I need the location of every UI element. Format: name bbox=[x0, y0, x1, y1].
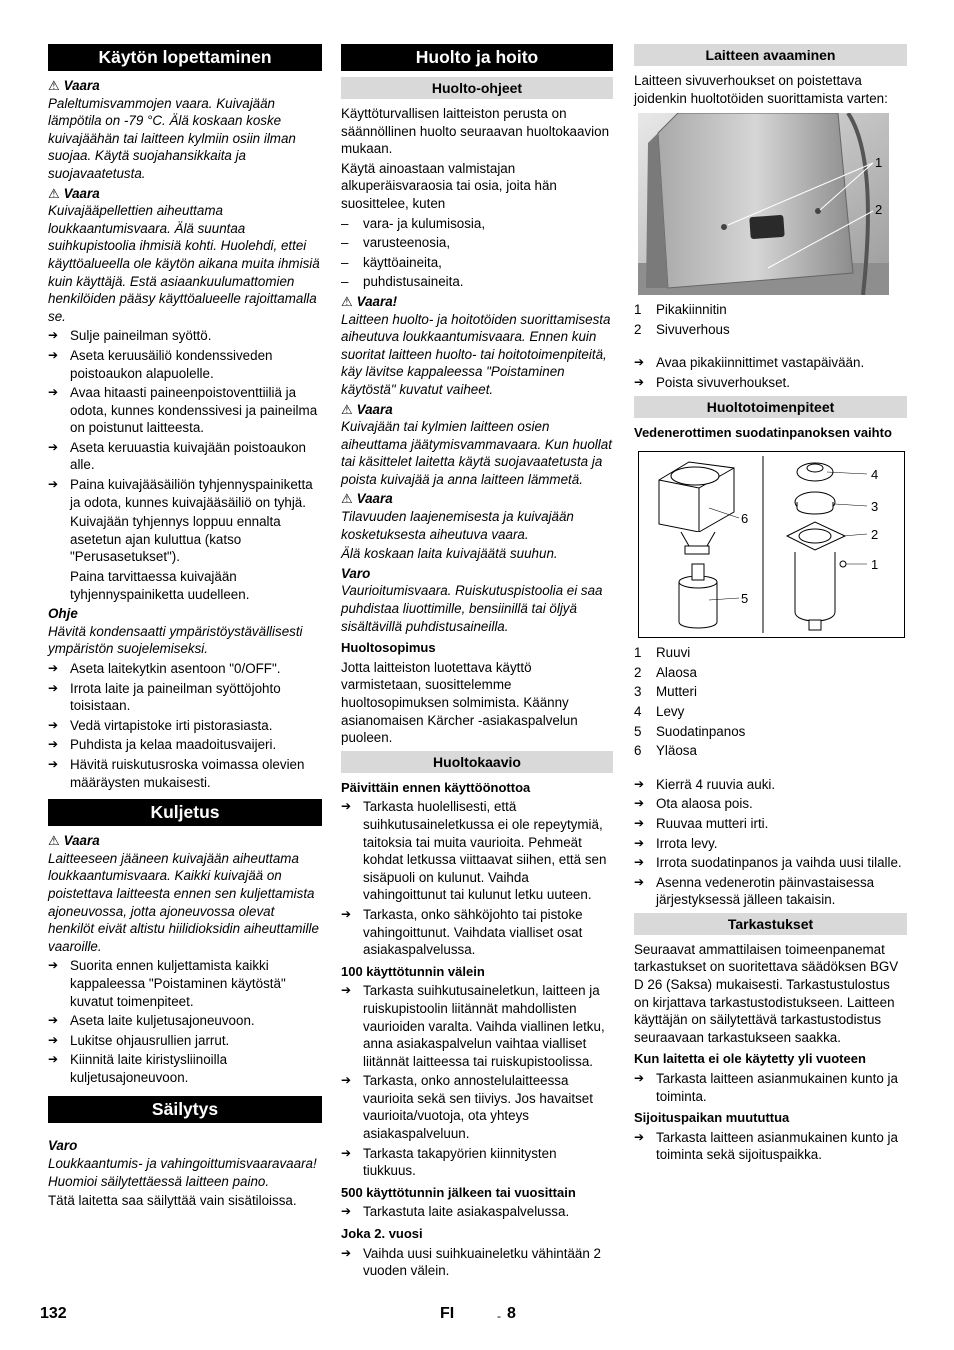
legend-text: Pikakiinnitin bbox=[656, 302, 727, 318]
warning-label bbox=[48, 77, 322, 95]
heading-every-2-years: Joka 2. vuosi bbox=[341, 1226, 423, 1242]
legend-item bbox=[634, 742, 907, 760]
warning-text: Paleltumisvammojen vaara. Kuivajään lämpötila on -79 °C. Älä koskaan koske kuivajäähän tai laitteen kylmiin osiin ilman suojaa. Käytä suojahansikkaita ja suojavaatetusta. bbox=[48, 95, 296, 181]
step-item: ➔ Suorita ennen kuljettamista kaikki kappaleessa "Poistaminen käytöstä" kuvatut toimenpiteet. bbox=[48, 957, 322, 1010]
warning-label-text: Vaara bbox=[63, 833, 100, 849]
step-list bbox=[48, 957, 322, 1086]
note-label: Ohje bbox=[48, 606, 78, 622]
step-item: ➔ Paina kuivajääsäiliön tyhjennyspainiketta ja odota, kunnes kuivajääsäiliö on tyhjä. bbox=[48, 476, 322, 511]
step-item: ➔ Aseta laitekytkin asentoon "0/OFF". bbox=[48, 660, 322, 678]
heading-maintenance: Huolto ja hoito bbox=[341, 44, 613, 71]
legend-number: 1 bbox=[634, 302, 642, 318]
legend-item bbox=[634, 664, 907, 682]
subheading-opening-device: Laitteen avaaminen bbox=[634, 44, 907, 66]
warning-label-text: Vaara bbox=[63, 78, 100, 93]
subheading-maintenance-schedule: Huoltokaavio bbox=[341, 751, 613, 773]
step-item: ➔ Kiinnitä laite kiristysliinoilla kuljetusajoneuvoon. bbox=[48, 1051, 322, 1086]
paragraph: Käytä ainoastaan valmistajan alkuperäisvaraosia tai osia, joita hän suosittelee, kuten bbox=[341, 160, 557, 211]
diagram-legend bbox=[634, 644, 907, 760]
step-item: ➔ Tarkastuta laite asiakaspalvelussa. bbox=[341, 1203, 613, 1221]
warning-triangle-icon: ⚠ bbox=[48, 833, 60, 849]
warning-label bbox=[48, 185, 322, 203]
warning-text: Laitteen huolto- ja hoitotöiden suorittamisesta aiheutuva loukkaantumisvaara. Ennen kuin suoritat laitteen huolto- tai hoitotoimenpiteitä, käy lävitse kappaleessa "Poistaminen käytöstä" kuvatut vaiheet. bbox=[341, 311, 611, 397]
heading-500-hours: 500 käyttötunnin jälkeen tai vuosittain bbox=[341, 1184, 576, 1200]
legend-text: Levy bbox=[656, 703, 685, 719]
subheading-inspections: Tarkastukset bbox=[634, 913, 907, 935]
column-1 bbox=[48, 44, 322, 1212]
water-separator-diagram bbox=[638, 451, 905, 638]
legend-text: Yläosa bbox=[656, 743, 697, 759]
warning-triangle-icon: ⚠ bbox=[48, 78, 60, 93]
step-list bbox=[341, 1203, 613, 1221]
column-3 bbox=[634, 44, 907, 1166]
legend-item bbox=[634, 723, 907, 741]
diagram-callout-5: 5 bbox=[741, 591, 749, 607]
warning-label-text: Vaara bbox=[356, 401, 393, 417]
language-code: FI bbox=[440, 1305, 455, 1322]
heading-daily: Päivittäin ennen käyttöönottoa bbox=[341, 779, 531, 795]
column-2 bbox=[341, 44, 613, 1282]
legend-number: 4 bbox=[634, 703, 642, 719]
step-item: ➔ Vaihda uusi suihkuaineletku vähintään 2 vuoden välein. bbox=[341, 1245, 613, 1280]
note-text: Hävitä kondensaatti ympäristöystävällisesti ympäristön suojelemiseksi. bbox=[48, 623, 303, 657]
list-item: – käyttöaineita, bbox=[341, 254, 613, 272]
photo-legend bbox=[634, 301, 907, 338]
step-item: ➔ Tarkasta, onko annostelulaitteessa vaurioita sekä sen tiiviys. Jos havaitset vaurioita/vuotoja, ota yhteys asiakaspalveluun. bbox=[341, 1072, 613, 1142]
diagram-callout-6: 6 bbox=[741, 511, 749, 527]
step-list bbox=[48, 660, 322, 791]
heading-storage: Säilytys bbox=[48, 1096, 322, 1123]
water-separator-illustration bbox=[639, 452, 904, 637]
step-item: ➔ Lukitse ohjausrullien jarrut. bbox=[48, 1032, 322, 1050]
warning-triangle-icon: ⚠ bbox=[341, 293, 353, 309]
step-item: ➔ Tarkasta, onko sähköjohto tai pistoke vahingoittunut. Vaihdata vialliset osat asiakaspalvelussa. bbox=[341, 906, 613, 959]
step-item: ➔ Aseta keruuastia kuivajään poistoaukon alle. bbox=[48, 439, 322, 474]
step-item: ➔ Hävitä ruiskutusroska voimassa olevien määräysten mukaisesti. bbox=[48, 756, 322, 791]
heading-100-hours: 100 käyttötunnin välein bbox=[341, 963, 485, 979]
step-item: ➔ Ruuvaa mutteri irti. bbox=[634, 815, 907, 833]
step-list bbox=[634, 354, 907, 391]
legend-item bbox=[634, 644, 907, 662]
warning-text: Kuivajääpellettien aiheuttama loukkaantumisvaara. Älä suuntaa suihkupistoolia ihmisiä kohti. Huolehdi, ettei käyttöalueella ole käytön aikana muita ihmisiä kuin käyttäjä. Estä asiaankuulumattomien henkilöiden pääsy käyttöalueelle rajoittamalla se. bbox=[48, 203, 320, 324]
storage-text: Tätä laitetta saa säilyttää vain sisätiloissa. bbox=[48, 1193, 297, 1209]
step-list bbox=[634, 776, 907, 909]
step-item: ➔ Irrota laite ja paineilman syöttöjohto toisistaan. bbox=[48, 680, 322, 715]
inspections-text: Seuraavat ammattilaisen toimeenpanemat tarkastukset on suoritettava säädöksen BGV D 26 (Saksa) mukaisesti. Tarkastustulostus on kirjattava tarkastustodistukseen. Laitteen käyttäjän on säilytettävä tarkastustodistus seuraavaan tarkastukseen saakka. bbox=[634, 941, 899, 1045]
step-item: ➔ Avaa hitaasti paineenpoistoventtiiliä ja odota, kunnes kondenssivesi ja paineilma on poistunut laitteesta. bbox=[48, 384, 322, 437]
step-item: ➔ Tarkasta laitteen asianmukainen kunto ja toiminta sekä sijoituspaikka. bbox=[634, 1129, 907, 1164]
legend-number: 5 bbox=[634, 723, 642, 739]
warning-triangle-icon: ⚠ bbox=[341, 491, 353, 507]
legend-number: 3 bbox=[634, 684, 642, 700]
legend-text: Suodatinpanos bbox=[656, 723, 746, 739]
step-item: ➔ Irrota levy. bbox=[634, 835, 907, 853]
heading-location-changed: Sijoituspaikan muututtua bbox=[634, 1110, 790, 1126]
step-item: ➔ Aseta laite kuljetusajoneuvoon. bbox=[48, 1012, 322, 1030]
footer-separator: - bbox=[497, 1309, 501, 1323]
step-list bbox=[341, 982, 613, 1180]
step-item: ➔ Vedä virtapistoke irti pistorasiasta. bbox=[48, 717, 322, 735]
step-item: ➔ Kierrä 4 ruuvia auki. bbox=[634, 776, 907, 794]
step-list bbox=[341, 1245, 613, 1280]
legend-text: Alaosa bbox=[656, 664, 697, 680]
device-photo-illustration bbox=[638, 113, 889, 295]
heading-transport: Kuljetus bbox=[48, 799, 322, 826]
caution-label: Varo bbox=[48, 1138, 78, 1154]
warning-text: Kuivajään tai kylmien laitteen osien aiheuttama jäätymisvammavaara. Kun huollat tai käsittelet laitetta käytä suojavaatetusta ja poista kuivajää ja anna laitteen lämmetä. bbox=[341, 419, 612, 487]
caution-text: Loukkaantumis- ja vahingoittumisvaaravaara! Huomioi säilytettäessä laitteen paino. bbox=[48, 1156, 317, 1189]
parts-list bbox=[341, 215, 613, 291]
step-item: ➔ Irrota suodatinpanos ja vaihda uusi tilalle. bbox=[634, 854, 907, 872]
heading-decommissioning: Käytön lopettaminen bbox=[48, 44, 322, 71]
legend-item bbox=[634, 683, 907, 701]
warning-label bbox=[341, 293, 613, 311]
step-item: ➔ Puhdista ja kelaa maadoitusvaijeri. bbox=[48, 736, 322, 754]
warning-text: Tilavuuden laajenemisesta ja kuivajään kosketuksesta aiheutuva vaara. bbox=[341, 509, 574, 542]
legend-item bbox=[634, 301, 907, 319]
step-item: ➔ Avaa pikakiinnittimet vastapäivään. bbox=[634, 354, 907, 372]
service-contract-text: Jotta laitteiston luotettava käyttö varmistetaan, suosittelemme huoltosopimuksen solmimista. Käänny asianomaisen Kärcher -asiakaspalvelun puoleen. bbox=[341, 659, 578, 746]
photo-callout-1: 1 bbox=[875, 155, 883, 171]
legend-text: Sivuverhous bbox=[656, 321, 730, 337]
legend-number: 2 bbox=[634, 321, 642, 337]
diagram-callout-4: 4 bbox=[871, 467, 879, 483]
section-page-number: 8 bbox=[507, 1305, 516, 1322]
step-item: ➔ Sulje paineilman syöttö. bbox=[48, 327, 322, 345]
legend-text: Mutteri bbox=[656, 684, 697, 700]
step-list bbox=[48, 327, 322, 511]
diagram-callout-1: 1 bbox=[871, 557, 879, 573]
warning-text: Laitteeseen jääneen kuivajään aiheuttama loukkaantumisvaara. Kaikki kuivajää on poistettava laitteesta ennen sen kuljettamista ajoneuvossa, jotta ajoneuvossa olevat henkilöt eivät altistu hiilidioksidin aiheuttamille vaaroille. bbox=[48, 850, 319, 954]
step-list bbox=[634, 1070, 907, 1105]
step-item: ➔ Tarkasta huolellisesti, että suihkutusaineletkussa ei ole repeytymiä, taitoksia tai muita vaurioita. Pehmeät kohdat letkussa viittaavat siihen, että sen sisäpuoli on kulunut. Vaihda vahingoittunut tai kulunut letku uuteen. bbox=[341, 798, 613, 904]
warning-label bbox=[341, 490, 613, 508]
step-list bbox=[634, 1129, 907, 1164]
step-item: ➔ Ota alaosa pois. bbox=[634, 795, 907, 813]
warning-label bbox=[48, 832, 322, 850]
warning-label-text: Vaara bbox=[356, 491, 393, 507]
legend-number: 2 bbox=[634, 664, 642, 680]
warning-label-text: Vaara bbox=[63, 185, 100, 201]
step-item: ➔ Aseta keruusäiliö kondenssiveden poistoaukon alapuolelle. bbox=[48, 347, 322, 382]
warning-triangle-icon: ⚠ bbox=[48, 185, 60, 201]
heading-unused-over-year: Kun laitetta ei ole käytetty yli vuoteen bbox=[634, 1051, 866, 1067]
caution-label: Varo bbox=[341, 565, 371, 581]
diagram-callout-2: 2 bbox=[871, 527, 879, 543]
step-item: ➔ Asenna vedenerotin päinvastaisessa järjestyksessä jälleen takaisin. bbox=[634, 874, 907, 909]
list-item: – puhdistusaineita. bbox=[341, 273, 613, 291]
legend-number: 6 bbox=[634, 743, 642, 759]
legend-number: 1 bbox=[634, 645, 642, 661]
list-item: – vara- ja kulumisosia, bbox=[341, 215, 613, 233]
warning-label bbox=[341, 401, 613, 419]
heading-filter-replacement: Vedenerottimen suodatinpanoksen vaihto bbox=[634, 424, 892, 440]
step-list bbox=[341, 798, 613, 958]
subheading-maintenance-instructions: Huolto-ohjeet bbox=[341, 77, 613, 99]
list-item: – varusteenosia, bbox=[341, 234, 613, 252]
warning-text: Älä koskaan laita kuivajäätä suuhun. bbox=[341, 546, 558, 562]
paragraph: Laitteen sivuverhoukset on poistettava joidenkin huoltotöiden suorittamista varten: bbox=[634, 73, 888, 106]
page-number: 132 bbox=[40, 1305, 67, 1322]
heading-service-contract: Huoltosopimus bbox=[341, 640, 436, 656]
subheading-maintenance-tasks: Huoltotoimenpiteet bbox=[634, 396, 907, 418]
legend-item bbox=[634, 321, 907, 339]
step-subtext: Kuivajään tyhjennys loppuu ennalta asetetun ajan kuluttua (katso "Perusasetukset"). bbox=[70, 514, 281, 565]
legend-text: Ruuvi bbox=[656, 645, 691, 661]
legend-item bbox=[634, 703, 907, 721]
diagram-callout-3: 3 bbox=[871, 499, 879, 515]
device-side-panel-photo bbox=[638, 113, 889, 295]
step-item: ➔ Tarkasta suihkutusaineletkun, laitteen ja ruiskupistoolin liitännät mahdollisten vaurioiden varalta. Vaihda viallinen letku, anna asiakaspalvelun vaihtaa vialliset liitännät laitteessa tai ruiskupistoolissa. bbox=[341, 982, 613, 1070]
caution-text: Vaurioitumisvaara. Ruiskutuspistoolia ei saa puhdistaa liuottimille, bensiinillä tai öljyä sisältävillä puhdistusaineilla. bbox=[341, 583, 603, 634]
step-item: ➔ Tarkasta takapyörien kiinnitysten tiukkuus. bbox=[341, 1145, 613, 1180]
step-subtext: Paina tarvittaessa kuivajään tyhjennyspainiketta uudelleen. bbox=[70, 569, 250, 602]
step-item: ➔ Poista sivuverhoukset. bbox=[634, 374, 907, 392]
step-item: ➔ Tarkasta laitteen asianmukainen kunto ja toiminta. bbox=[634, 1070, 907, 1105]
warning-label-text: Vaara! bbox=[356, 293, 398, 309]
paragraph: Käyttöturvallisen laitteiston perusta on säännöllinen huolto seuraavan huoltokaavion mukaan. bbox=[341, 106, 610, 157]
photo-callout-2: 2 bbox=[875, 202, 883, 218]
warning-triangle-icon: ⚠ bbox=[341, 401, 353, 417]
